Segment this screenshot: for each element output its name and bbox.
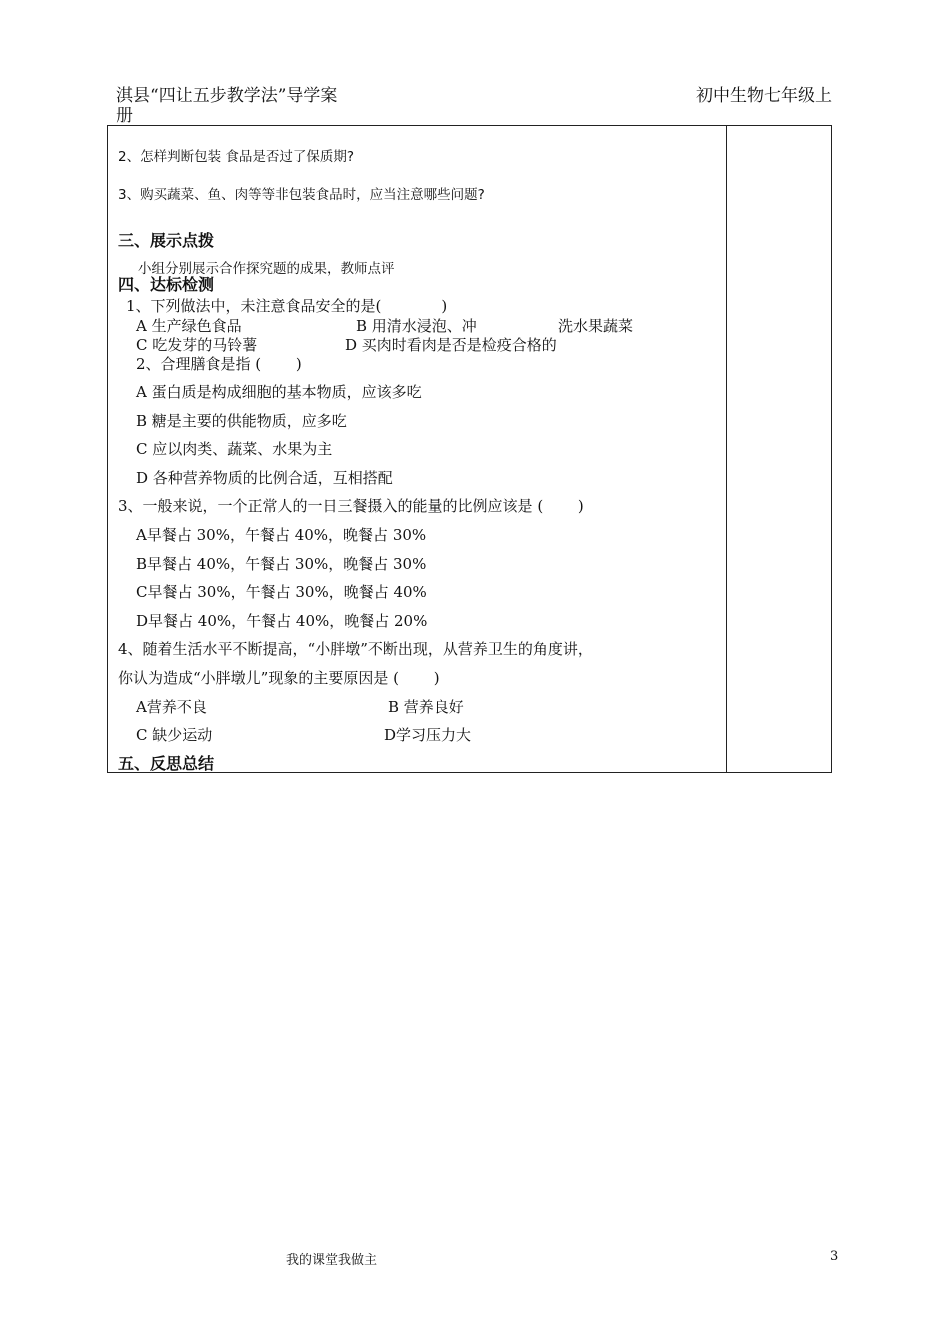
- test-q1-option-c: C 吃发芽的马铃薯: [136, 336, 258, 354]
- column-divider: [726, 126, 727, 772]
- test-q1-option-b: B 用清水浸泡、冲: [356, 317, 477, 335]
- test-q1-option-d: D 买肉时看肉是否是检疫合格的: [345, 336, 557, 354]
- test-q4-option-a: A营养不良: [136, 698, 207, 716]
- test-q3-option-b: B早餐占 40%，午餐占 30%，晚餐占 30%: [136, 555, 427, 573]
- test-q4-line1: 4、随着生活水平不断提高，“小胖墩”不断出现，从营养卫生的角度讲，: [118, 640, 593, 658]
- header-title-line1: 淇县“四让五步教学法”导学案: [116, 86, 338, 106]
- test-q2-option-b: B 糖是主要的供能物质，应多吃: [136, 412, 347, 430]
- test-q4-option-c: C 缺少运动: [136, 726, 213, 744]
- section-5-title: 五、反思总结: [118, 754, 215, 773]
- test-q4-option-b: B 营养良好: [388, 698, 464, 716]
- question-3-intro: 3、购买蔬菜、鱼、肉等等非包装食品时，应当注意哪些问题?: [118, 187, 485, 203]
- test-q3-option-a: A早餐占 30%，午餐占 40%，晚餐占 30%: [136, 526, 427, 544]
- header-subject: 初中生物七年级上: [696, 86, 832, 106]
- test-q3-option-d: D早餐占 40%，午餐占 40%，晚餐占 20%: [136, 612, 428, 630]
- test-q3-option-c: C早餐占 30%，午餐占 30%，晚餐占 40%: [136, 583, 427, 601]
- test-q2-option-a: A 蛋白质是构成细胞的基本物质，应该多吃: [136, 383, 422, 401]
- test-q3: 3、一般来说，一个正常人的一日三餐摄入的能量的比例应该是 ( ): [118, 497, 584, 515]
- test-q2-option-d: D 各种营养物质的比例合适，互相搭配: [136, 469, 393, 487]
- question-2-intro: 2、怎样判断包装 食品是否过了保质期?: [118, 149, 355, 165]
- test-q4-line2: 你认为造成“小胖墩儿”现象的主要原因是 ( ): [118, 669, 440, 687]
- test-q1: 1、下列做法中，未注意食品安全的是( ): [126, 297, 448, 315]
- test-q1-option-a: A 生产绿色食品: [136, 317, 242, 335]
- section-3-title: 三、展示点拨: [118, 231, 215, 250]
- section-3-text: 小组分别展示合作探究题的成果，教师点评: [138, 261, 395, 277]
- footer-motto: 我的课堂我做主: [286, 1253, 378, 1268]
- test-q1-option-b-cont: 洗水果蔬菜: [558, 317, 634, 335]
- header-title: [116, 86, 337, 126]
- page-number: 3: [830, 1249, 839, 1264]
- header-title-line2: 册: [116, 106, 133, 126]
- test-q2-option-c: C 应以肉类、蔬菜、水果为主: [136, 440, 333, 458]
- test-q2: 2、合理膳食是指 ( ): [136, 355, 302, 373]
- section-4-title: 四、达标检测: [118, 275, 215, 294]
- test-q4-option-d: D学习压力大: [384, 726, 472, 744]
- lesson-table: [107, 125, 832, 773]
